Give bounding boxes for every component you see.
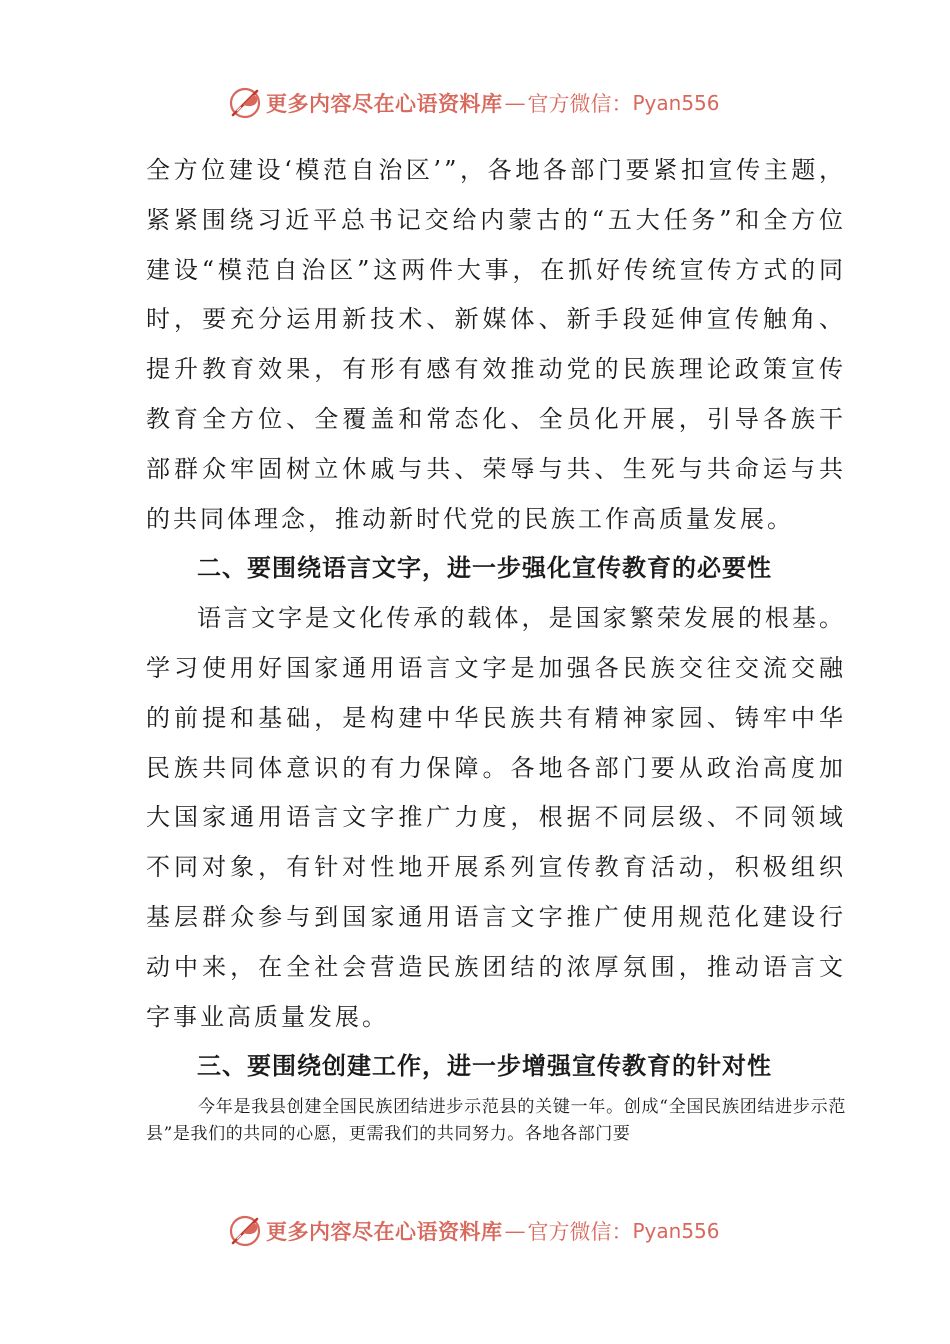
watermark-label: 官方微信： bbox=[527, 92, 633, 116]
watermark-brand: 更多内容尽在心语资料库 bbox=[266, 91, 503, 116]
watermark-brand: 更多内容尽在心语资料库 bbox=[266, 1219, 503, 1244]
section-heading-3: 三、要围绕创建工作，进一步增强宣传教育的针对性 bbox=[197, 1052, 772, 1081]
watermark-header bbox=[228, 85, 748, 121]
watermark-separator: — bbox=[504, 91, 526, 115]
quill-logo-icon bbox=[228, 86, 262, 120]
watermark-separator: — bbox=[504, 1219, 526, 1243]
watermark-id: Pyan556 bbox=[632, 91, 720, 115]
paragraph-language: 语言文字是文化传承的载体，是国家繁荣发展的根基。学习使用好国家通用语言文字是加强各民族交往交流交融的前提和基础，是构建中华民族共有精神家园、铸牢中华民族共同体意识的有力保障。各地各部门要从政治高度加大国家通用语言文字推广力度，根据不同层级、不同领域不同对象，有针对性地开展系列宣传教育活动，积极组织基层群众参与到国家通用语言文字推广使用规范化建设行动中来，在全社会营造民族团结的浓厚氛围，推动语言文字事业高质量发展。 bbox=[146, 604, 846, 1031]
watermark-footer bbox=[228, 1213, 748, 1249]
paragraph-creation: 今年是我县创建全国民族团结进步示范县的关键一年。创成“全国民族团结进步示范县”是我们的共同的心愿，更需我们的共同努力。各地各部门要 bbox=[146, 1097, 846, 1145]
paragraph-continuation: 全方位建设‘模范自治区’”，各地各部门要紧扣宣传主题，紧紧围绕习近平总书记交给内蒙古的“五大任务”和全方位建设“模范自治区”这两件大事，在抓好传统宣传方式的同时，要充分运用新技术、新媒体、新手段延伸宣传触角、提升教育效果，有形有感有效推动党的民族理论政策宣传教育全方位、全覆盖和常态化、全员化开展，引导各族干部群众牢固树立休戚与共、荣辱与共、生死与共命运与共的共同体理念，推动新时代党的民族工作高质量发展。 bbox=[146, 156, 846, 533]
section-heading-2: 二、要围绕语言文字，进一步强化宣传教育的必要性 bbox=[197, 554, 772, 583]
watermark-label: 官方微信： bbox=[527, 1220, 633, 1244]
watermark-id: Pyan556 bbox=[632, 1219, 720, 1243]
document-body bbox=[146, 146, 846, 1148]
quill-logo-icon bbox=[228, 1214, 262, 1248]
